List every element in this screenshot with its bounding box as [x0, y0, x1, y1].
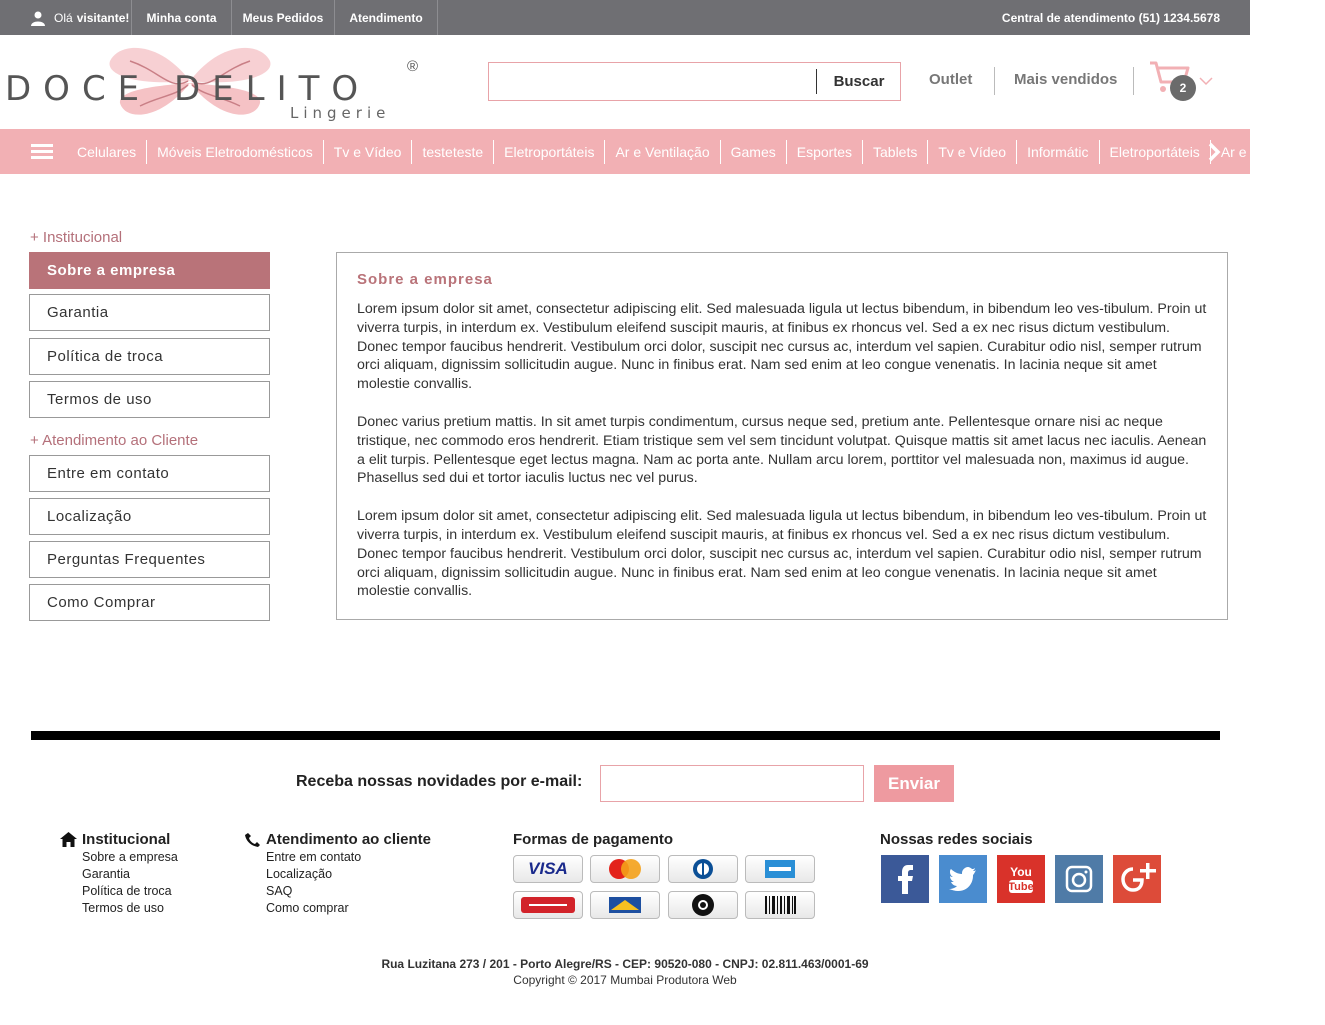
sidebar-item-how-to-buy[interactable]: Como Comprar — [29, 584, 270, 621]
my-orders-link[interactable]: Meus Pedidos — [231, 0, 334, 35]
sidebar-item-exchange-policy[interactable]: Política de troca — [29, 338, 270, 375]
footer-link[interactable]: Sobre a empresa — [82, 850, 178, 864]
sidebar-group-institucional[interactable]: + Institucional — [30, 229, 123, 246]
sidebar-item-warranty[interactable]: Garantia — [29, 294, 270, 331]
elo-icon — [668, 891, 738, 919]
logo-brand: DOCE DELITO — [5, 69, 371, 109]
support-link[interactable]: Atendimento — [334, 0, 438, 35]
footer-link[interactable]: Termos de uso — [82, 901, 164, 915]
category-item[interactable]: Móveis Eletrodomésticos — [147, 140, 324, 164]
aura-icon — [590, 891, 660, 919]
elo-logo — [690, 892, 716, 918]
home-icon — [60, 832, 77, 847]
diners-icon — [668, 855, 738, 883]
my-account-link[interactable]: Minha conta — [131, 0, 231, 35]
cart-button[interactable] — [1148, 60, 1218, 102]
google-plus-icon[interactable] — [1113, 855, 1161, 903]
user-icon — [30, 10, 46, 26]
barcode-icon — [763, 894, 797, 916]
footer-institucional-title: Institucional — [82, 831, 171, 848]
support-phone: Central de atendimento (51) 1234.5678 — [1001, 10, 1220, 25]
category-item[interactable]: Tv e Vídeo — [928, 140, 1017, 164]
sidebar-item-location[interactable]: Localização — [29, 498, 270, 535]
phone-icon — [244, 832, 261, 847]
svg-text:Tube: Tube — [1008, 881, 1034, 893]
footer-link[interactable]: Garantia — [82, 867, 130, 881]
chevron-down-icon — [1199, 76, 1213, 86]
header-divider — [994, 67, 995, 95]
youtube-icon[interactable] — [997, 855, 1045, 903]
boleto-icon — [745, 891, 815, 919]
category-item[interactable]: Esportes — [787, 140, 863, 164]
visa-label: VISA — [528, 859, 568, 878]
instagram-icon[interactable] — [1055, 855, 1103, 903]
category-item[interactable]: Eletroportáteis — [494, 140, 605, 164]
sidebar-group-customer-service[interactable]: + Atendimento ao Cliente — [30, 432, 199, 449]
footer-link[interactable]: SAQ — [266, 884, 293, 898]
footer-social-title: Nossas redes sociais — [880, 831, 1033, 848]
category-item[interactable]: Ar e Ventilação — [1220, 143, 1315, 160]
top-bar — [0, 0, 1250, 35]
content-paragraph: Lorem ipsum dolor sit amet, consectetur adipiscing elit. Sed malesuada ligula ut lectus bibendum, in bibendum leo ves-tibulum. Proin ut viverra turpis, in interdum ex. Vestibulum eleifend suscipit mauris, at finibus ex rhoncus vel. Sed a ex nec risus dictum vestibulum. Donec tempor faucibus hendrerit. Vestibulum orci dolor, suscipit nec cursus ac, interdum vel sapien. Curabitur odio nisl, semper rutrum orci aliquam, dignissim sollicitudin augue. Nunc in finibus erat. Nam sed enim at leo congue venenatis. In lacinia neque sit amet molestie convallis. — [357, 508, 1207, 600]
category-item[interactable]: Tv e Vídeo — [324, 140, 413, 164]
content-paragraph: Donec varius pretium mattis. In sit amet turpis condimentum, cursus neque sed, pretium ante. Pellentesque ornare nisi ac neque tristique, nec commodo eros hendrerit. Etiam tristique sem vel sem tincidunt volutpat. Quisque mattis sit amet lacus nec iaculis. Aenean a elit turpis. Pellentesque eget lectus magna. Nam ac porta ante. Nullam arcu lorem, porttitor vel malesuada non, maximus id augue. Phasellus sed dui et tortor iaculis luctus nec vel purus. — [357, 413, 1207, 487]
greeting-prefix: Olá — [54, 10, 73, 25]
search-button[interactable]: Buscar — [833, 73, 885, 90]
facebook-icon[interactable] — [881, 855, 929, 903]
amex-logo — [763, 858, 797, 880]
category-item[interactable]: Games — [721, 140, 787, 164]
mastercard-icon — [590, 855, 660, 883]
footer-link[interactable]: Como comprar — [266, 901, 349, 915]
footer-link[interactable]: Entre em contato — [266, 850, 362, 864]
sidebar-item-faq[interactable]: Perguntas Frequentes — [29, 541, 270, 578]
sidebar-item-about[interactable]: Sobre a empresa — [29, 252, 270, 289]
chevron-right-icon[interactable] — [1202, 141, 1226, 163]
search-input[interactable] — [489, 63, 816, 100]
hipercard-logo — [519, 895, 577, 915]
footer-copyright: Copyright © 2017 Mumbai Produtora Web — [513, 973, 737, 987]
menu-icon[interactable] — [31, 144, 53, 160]
footer-payment-title: Formas de pagamento — [513, 831, 674, 848]
content-paragraph: Lorem ipsum dolor sit amet, consectetur adipiscing elit. Sed malesuada ligula ut lectus bibendum, in bibendum leo ves-tibulum. Proin ut viverra turpis, in interdum ex. Vestibulum eleifend suscipit mauris, at finibus ex rhoncus vel. Sed a ex nec risus dictum vestibulum. Donec tempor faucibus hendrerit. Vestibulum orci dolor, suscipit nec cursus ac, interdum vel sapien. Curabitur odio nisl, semper rutrum orci aliquam, dignissim sollicitudin augue. Nunc in finibus erat. Nam sed enim at leo congue venenatis. In lacinia neque sit amet molestie convallis. — [357, 301, 1207, 393]
mastercard-logo — [605, 858, 645, 880]
bestsellers-link[interactable]: Mais vendidos — [1014, 71, 1118, 88]
newsletter-submit-button[interactable]: Enviar — [874, 765, 954, 802]
category-item[interactable]: Ar e Ventilação — [605, 140, 720, 164]
user-greeting — [30, 0, 129, 35]
greeting-name: visitante! — [76, 10, 130, 25]
content-title: Sobre a empresa — [357, 271, 493, 288]
logo-registered: ® — [407, 58, 419, 75]
content-panel — [336, 252, 1228, 620]
visa-icon — [513, 855, 583, 883]
search-box — [488, 62, 901, 101]
category-item[interactable]: Tablets — [863, 140, 928, 164]
category-item[interactable]: Celulares — [67, 140, 147, 164]
logo-sub: Lingerie — [290, 104, 391, 122]
logo[interactable] — [5, 41, 425, 123]
category-item[interactable]: testeteste — [412, 140, 494, 164]
newsletter-email-input[interactable] — [600, 765, 864, 802]
footer-link[interactable]: Política de troca — [82, 884, 172, 898]
sidebar-item-terms[interactable]: Termos de uso — [29, 381, 270, 418]
footer-link[interactable]: Localização — [266, 867, 333, 881]
footer-divider — [31, 731, 1220, 740]
diners-logo — [688, 858, 718, 880]
svg-text:You: You — [1010, 865, 1032, 879]
category-item[interactable]: Eletroportáteis — [1100, 140, 1211, 164]
cart-count-badge: 2 — [1170, 75, 1196, 101]
outlet-link[interactable]: Outlet — [929, 71, 973, 88]
category-list — [67, 129, 1315, 174]
amex-icon — [745, 855, 815, 883]
footer-address: Rua Luzitana 273 / 201 - Porto Alegre/RS - CEP: 90520-080 - CNPJ: 02.811.463/0001-69 — [381, 957, 869, 971]
sidebar-item-contact[interactable]: Entre em contato — [29, 455, 270, 492]
category-item[interactable]: Informátic — [1017, 140, 1099, 164]
aura-logo — [605, 894, 645, 916]
footer-atendimento-title: Atendimento ao cliente — [266, 831, 432, 848]
newsletter-label: Receba nossas novidades por e-mail: — [296, 773, 583, 790]
header — [0, 35, 1250, 129]
hipercard-icon — [513, 891, 583, 919]
footer-atendimento-heading — [244, 831, 431, 848]
footer-institucional-heading — [60, 831, 170, 848]
category-nav — [0, 129, 1315, 174]
header-divider — [1133, 67, 1134, 95]
twitter-icon[interactable] — [939, 855, 987, 903]
